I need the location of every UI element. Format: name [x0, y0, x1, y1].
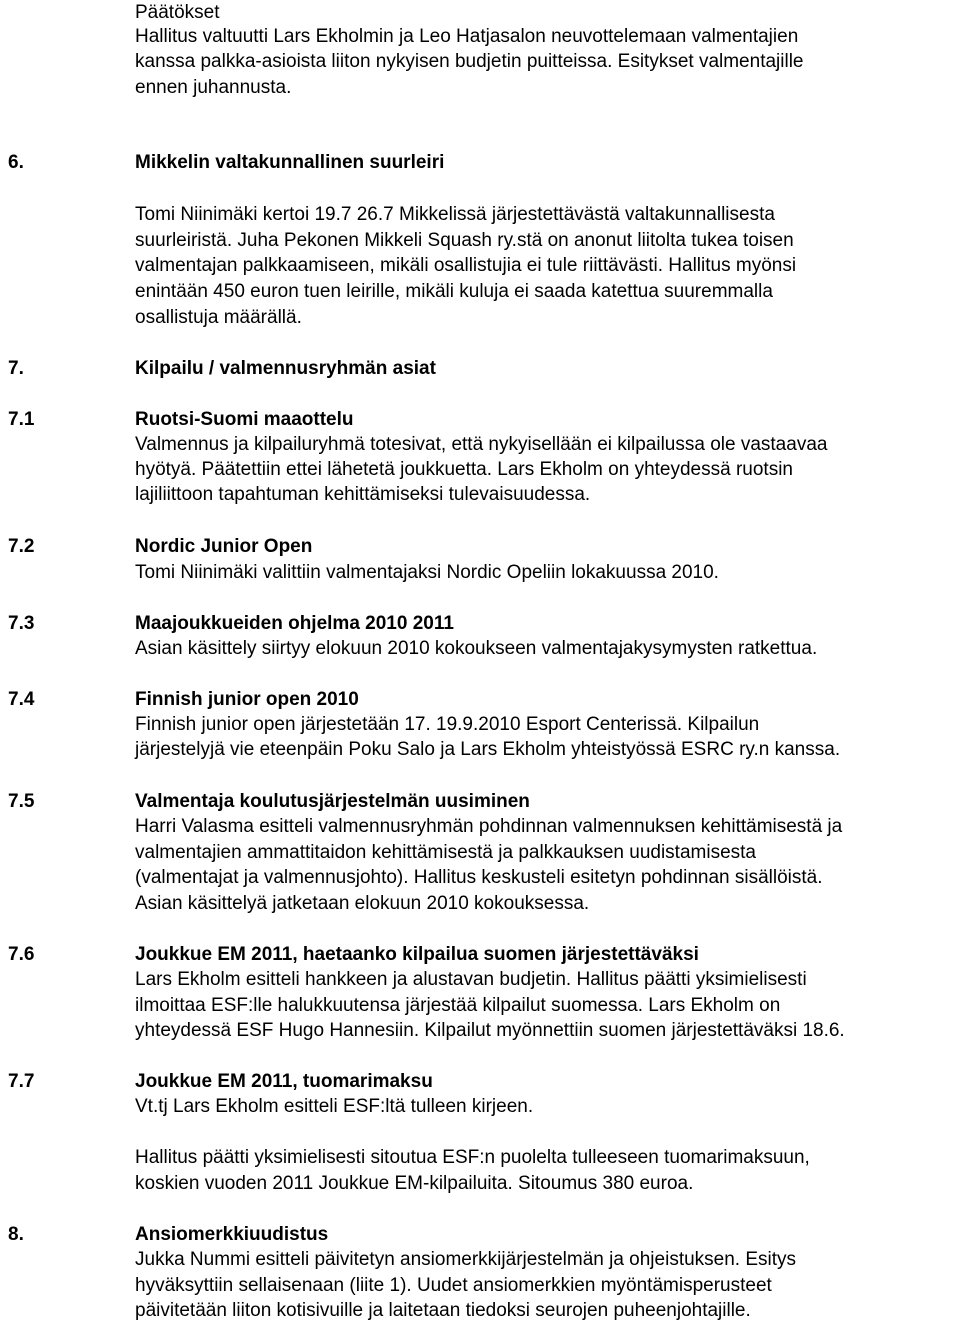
paragraph-line: Tomi Niinimäki valittiin valmentajaksi Nordic Opeliin lokakuussa 2010.: [135, 562, 719, 583]
paragraph-line: Valmennus ja kilpailuryhmä totesivat, että nykyisellään ei kilpailussa ole vastaavaa: [135, 434, 828, 455]
section-number: 7.5: [8, 791, 35, 812]
section-title: Maajoukkueiden ohjelma 2010 2011: [135, 613, 454, 634]
paragraph-line: Finnish junior open järjestetään 17. 19.9.2010 Esport Centerissä. Kilpailun: [135, 714, 760, 735]
paragraph-line: hyötyä. Päätettiin ettei lähetetä joukkuetta. Lars Ekholm on yhteydessä ruotsin: [135, 459, 793, 480]
paragraph-line: ennen juhannusta.: [135, 77, 292, 98]
paragraph-line: Jukka Nummi esitteli päivitetyn ansiomerkkijärjestelmän ja ohjeistuksen. Esitys: [135, 1249, 797, 1270]
paragraph-line: Vt.tj Lars Ekholm esitteli ESF:ltä tulleen kirjeen.: [135, 1096, 534, 1117]
section-title: Joukkue EM 2011, tuomarimaksu: [135, 1071, 433, 1092]
section-title: Nordic Junior Open: [135, 536, 313, 557]
paragraph-line: hyväksyttiin sellaisenaan (liite 1). Uudet ansiomerkkien myöntämisperusteet: [135, 1275, 772, 1296]
section-title: Valmentaja koulutusjärjestelmän uusiminen: [135, 791, 530, 812]
paragraph-line: Hallitus päätti yksimielisesti sitoutua ESF:n puolelta tulleeseen tuomarimaksuun,: [135, 1147, 810, 1168]
paragraph-line: lajiliittoon tapahtuman kehittämiseksi tulevaisuudessa.: [135, 484, 591, 505]
paragraph-line: osallistuja määrällä.: [135, 307, 302, 328]
paragraph-line: valmentajien ammattitaidon kehittämisestä ja palkkauksen uudistamisesta: [135, 842, 756, 863]
section-number: 6.: [8, 152, 24, 173]
section-number: 7.6: [8, 944, 35, 965]
paragraph-line: valmentajan palkkaamiseen, mikäli osallistujia ei tule riittävästi. Hallitus myönsi: [135, 255, 797, 276]
section-title: Kilpailu / valmennusryhmän asiat: [135, 358, 436, 379]
paragraph-line: Asian käsittelyä jatketaan elokuun 2010 kokouksessa.: [135, 893, 590, 914]
paragraph-line: yhteydessä ESF Hugo Hannesiin. Kilpailut myönnettiin suomen järjestettäväksi 18.6.: [135, 1020, 845, 1041]
paragraph-line: (valmentajat ja valmennusjohto). Hallitus keskusteli esitetyn pohdinnan sisällöistä.: [135, 867, 823, 888]
decisions-heading: Päätökset: [135, 2, 220, 23]
paragraph-line: Harri Valasma esitteli valmennusryhmän pohdinnan valmennuksen kehittämisestä ja: [135, 816, 843, 837]
section-title: Finnish junior open 2010: [135, 689, 359, 710]
paragraph-line: Hallitus valtuutti Lars Ekholmin ja Leo Hatjasalon neuvottelemaan valmentajien: [135, 26, 799, 47]
paragraph-line: Tomi Niinimäki kertoi 19.7 26.7 Mikkelissä järjestettävästä valtakunnallisesta: [135, 204, 775, 225]
section-number: 8.: [8, 1224, 24, 1245]
paragraph-line: kanssa palkka-asioista liiton nykyisen budjetin puitteissa. Esitykset valmentajille: [135, 51, 804, 72]
section-number: 7.3: [8, 613, 35, 634]
paragraph-line: suurleiristä. Juha Pekonen Mikkeli Squash ry.stä on anonut liitolta tukea toisen: [135, 230, 794, 251]
section-number: 7.7: [8, 1071, 35, 1092]
paragraph-line: Asian käsittely siirtyy elokuun 2010 kokoukseen valmentajakysymysten ratkettua.: [135, 638, 818, 659]
section-title: Ruotsi-Suomi maaottelu: [135, 409, 354, 430]
paragraph-line: ilmoittaa ESF:lle halukkuutensa järjestää kilpailut suomessa. Lars Ekholm on: [135, 995, 781, 1016]
paragraph-line: Lars Ekholm esitteli hankkeen ja alustavan budjetin. Hallitus päätti yksimielisesti: [135, 969, 807, 990]
section-title: Ansiomerkkiuudistus: [135, 1224, 329, 1245]
paragraph-line: päivitetään liiton kotisivuille ja laitetaan tiedoksi seurojen puheenjohtajille.: [135, 1300, 751, 1321]
section-number: 7.1: [8, 409, 35, 430]
section-number: 7.: [8, 358, 24, 379]
section-number: 7.2: [8, 536, 35, 557]
section-number: 7.4: [8, 689, 35, 710]
paragraph-line: koskien vuoden 2011 Joukkue EM-kilpailuita. Sitoumus 380 euroa.: [135, 1173, 694, 1194]
paragraph-line: enintään 450 euron tuen leirille, mikäli kuluja ei saada katettua suuremmalla: [135, 281, 773, 302]
section-title: Mikkelin valtakunnallinen suurleiri: [135, 152, 445, 173]
section-title: Joukkue EM 2011, haetaanko kilpailua suomen järjestettäväksi: [135, 944, 699, 965]
paragraph-line: järjestelyjä vie eteenpäin Poku Salo ja Lars Ekholm yhteistyössä ESRC ry.n kanssa.: [135, 739, 841, 760]
